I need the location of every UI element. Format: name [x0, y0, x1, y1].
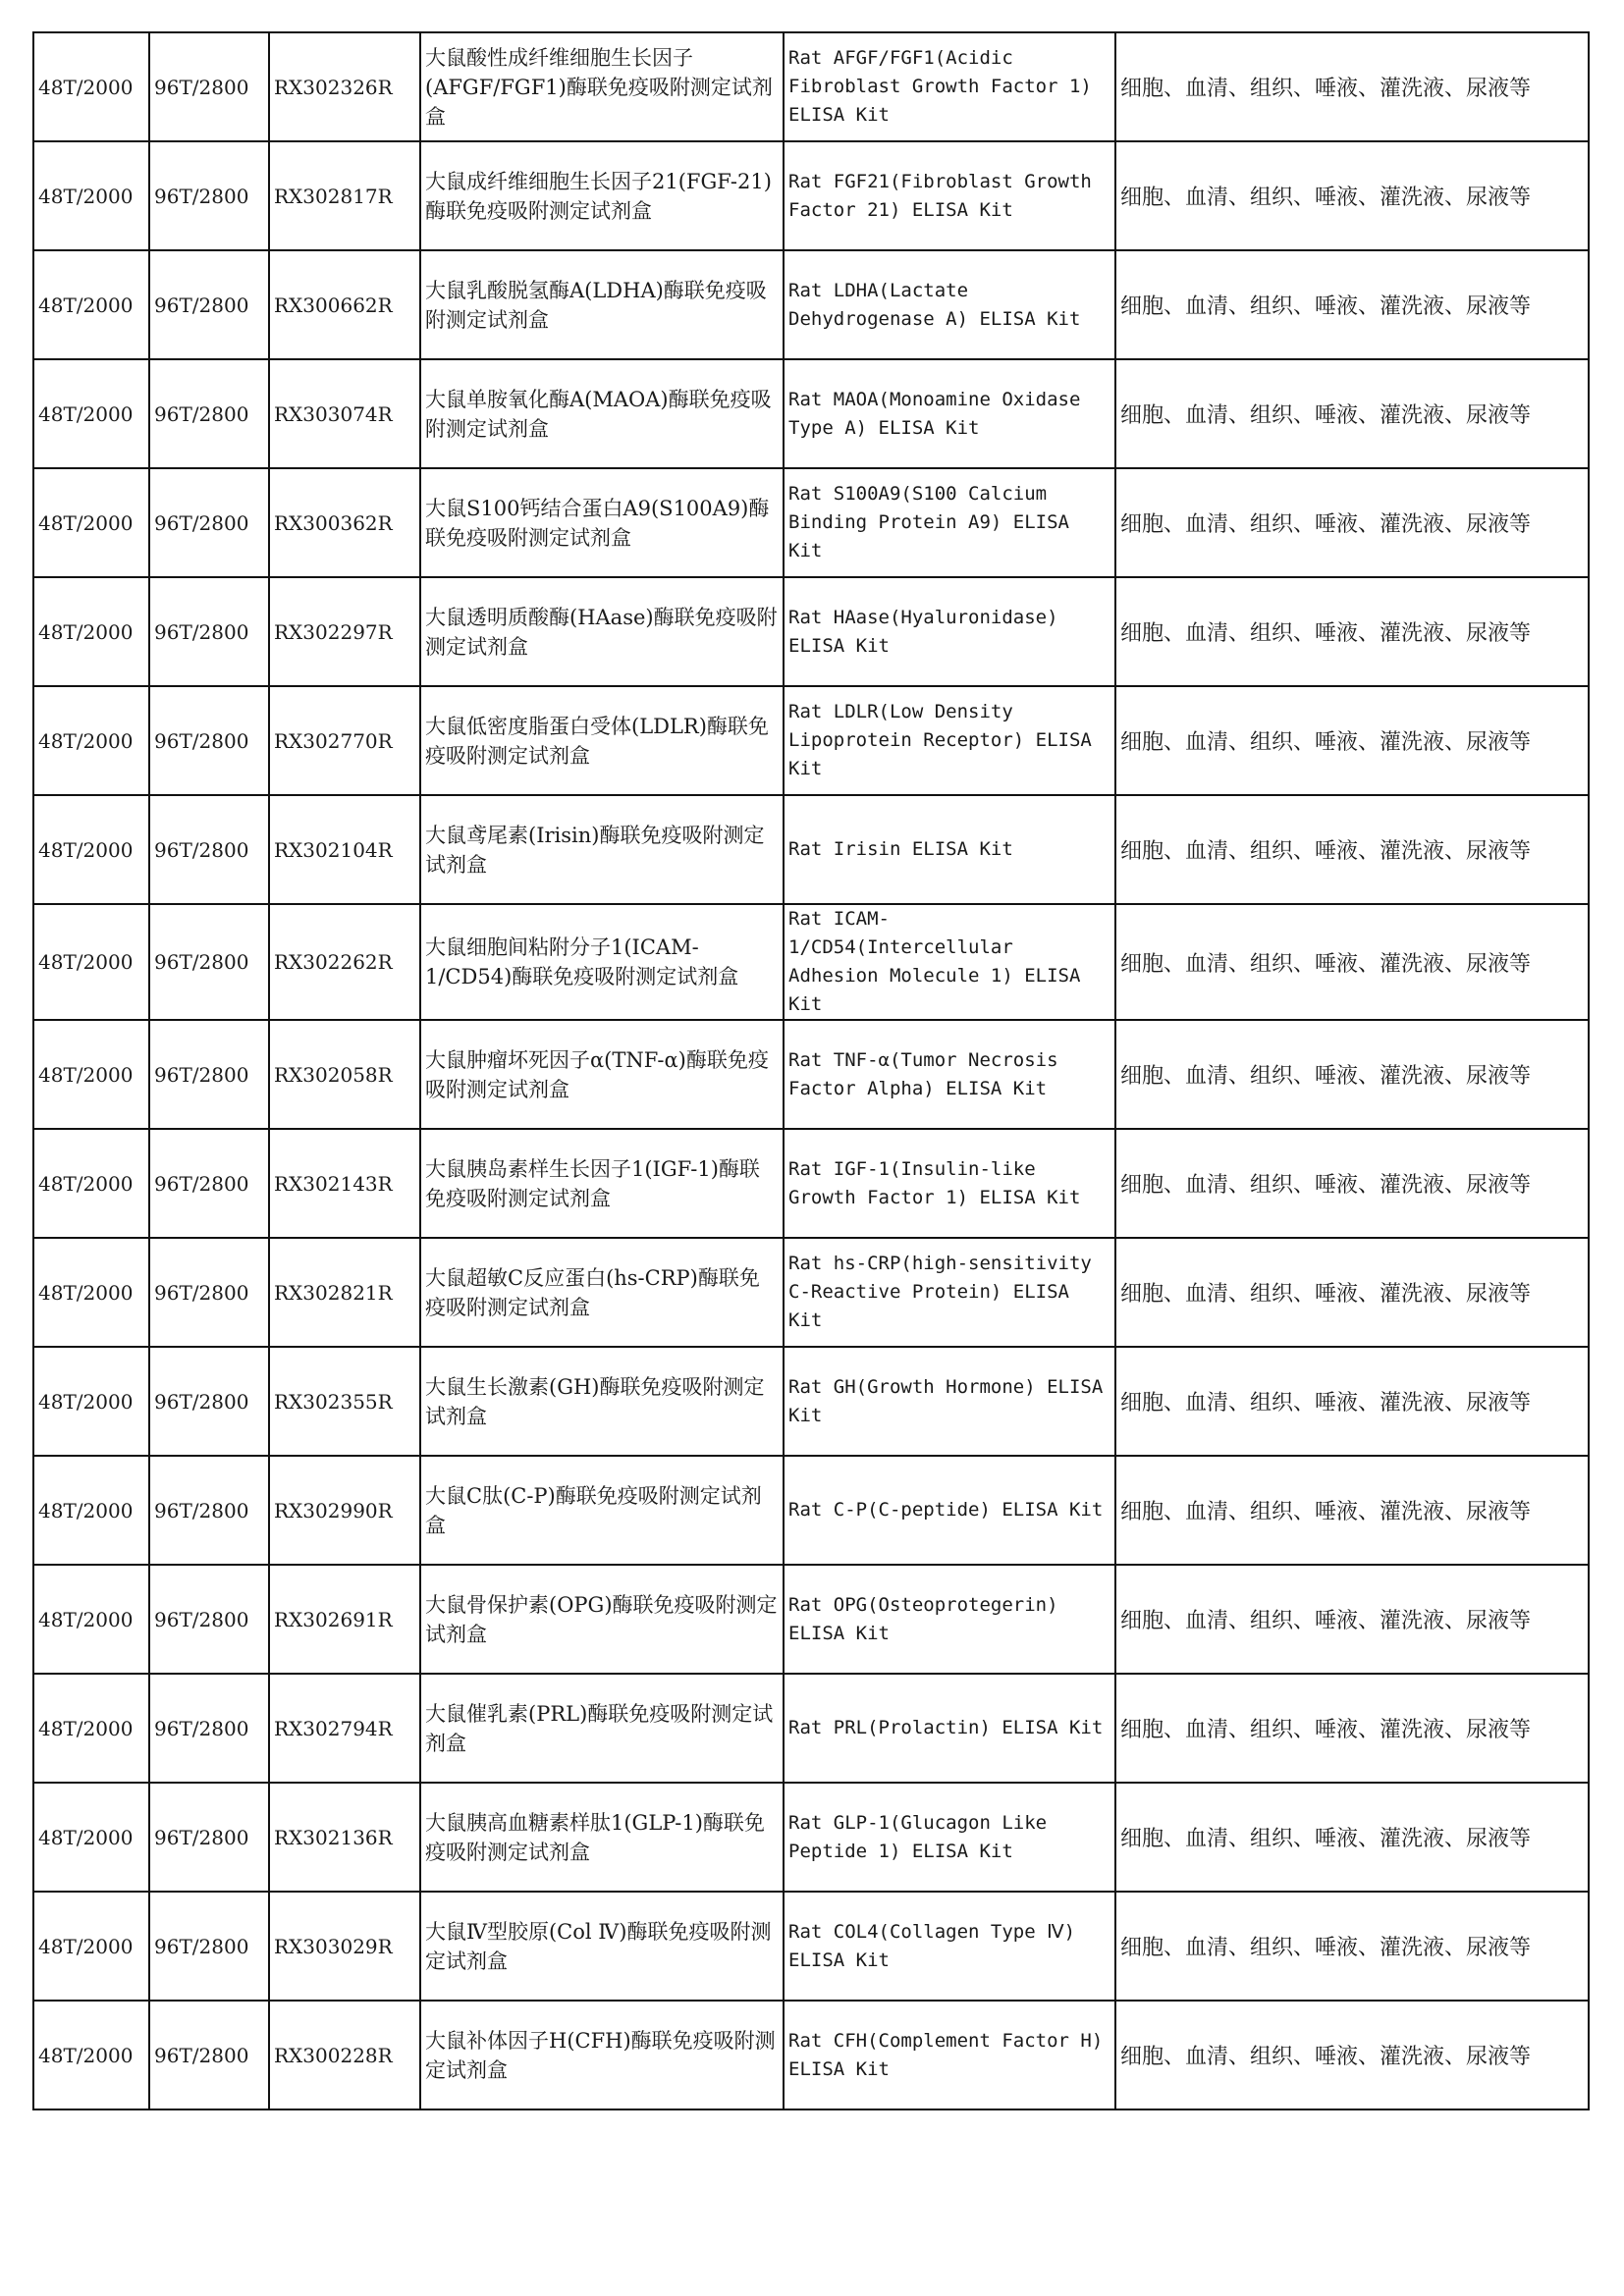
sample-type-cell: 细胞、血清、组织、唾液、灌洗液、尿液等	[1115, 1347, 1589, 1456]
spec-96-cell: 96T/2800	[149, 904, 269, 1020]
english-name-cell: Rat IGF-1(Insulin-like Growth Factor 1) ELISA Kit	[784, 1129, 1115, 1238]
spec-96-cell: 96T/2800	[149, 468, 269, 577]
english-name-cell: Rat C-P(C-peptide) ELISA Kit	[784, 1456, 1115, 1565]
catalog-number-cell: RX303029R	[269, 1892, 420, 2001]
chinese-name-cell: 大鼠肿瘤坏死因子α(TNF-α)酶联免疫吸附测定试剂盒	[420, 1020, 784, 1129]
spec-96-cell: 96T/2800	[149, 2001, 269, 2109]
spec-48-cell: 48T/2000	[33, 32, 149, 141]
spec-96-cell: 96T/2800	[149, 359, 269, 468]
table-row	[33, 1456, 1589, 1565]
spec-48-cell: 48T/2000	[33, 1456, 149, 1565]
spec-96-cell: 96T/2800	[149, 1456, 269, 1565]
catalog-number-cell: RX302794R	[269, 1674, 420, 1783]
spec-48-cell: 48T/2000	[33, 468, 149, 577]
catalog-number-cell: RX302990R	[269, 1456, 420, 1565]
catalog-number-cell: RX302297R	[269, 577, 420, 686]
catalog-number-cell: RX302355R	[269, 1347, 420, 1456]
chinese-name-cell: 大鼠低密度脂蛋白受体(LDLR)酶联免疫吸附测定试剂盒	[420, 686, 784, 795]
chinese-name-cell: 大鼠成纤维细胞生长因子21(FGF-21)酶联免疫吸附测定试剂盒	[420, 141, 784, 250]
table-row	[33, 1892, 1589, 2001]
spec-96-cell: 96T/2800	[149, 32, 269, 141]
sample-type-cell: 细胞、血清、组织、唾液、灌洗液、尿液等	[1115, 1783, 1589, 1892]
sample-type-cell: 细胞、血清、组织、唾液、灌洗液、尿液等	[1115, 2001, 1589, 2109]
english-name-cell: Rat ICAM-1/CD54(Intercellular Adhesion Molecule 1) ELISA Kit	[784, 904, 1115, 1020]
catalog-number-cell: RX303074R	[269, 359, 420, 468]
chinese-name-cell: 大鼠细胞间粘附分子1(ICAM-1/CD54)酶联免疫吸附测定试剂盒	[420, 904, 784, 1020]
english-name-cell: Rat hs-CRP(high-sensitivity C-Reactive Protein) ELISA Kit	[784, 1238, 1115, 1347]
english-name-cell: Rat COL4(Collagen Type Ⅳ) ELISA Kit	[784, 1892, 1115, 2001]
chinese-name-cell: 大鼠鸢尾素(Irisin)酶联免疫吸附测定试剂盒	[420, 795, 784, 904]
table-row	[33, 1347, 1589, 1456]
chinese-name-cell: 大鼠S100钙结合蛋白A9(S100A9)酶联免疫吸附测定试剂盒	[420, 468, 784, 577]
catalog-number-cell: RX302821R	[269, 1238, 420, 1347]
spec-96-cell: 96T/2800	[149, 1129, 269, 1238]
chinese-name-cell: 大鼠酸性成纤维细胞生长因子(AFGF/FGF1)酶联免疫吸附测定试剂盒	[420, 32, 784, 141]
catalog-number-cell: RX302136R	[269, 1783, 420, 1892]
spec-96-cell: 96T/2800	[149, 1674, 269, 1783]
spec-48-cell: 48T/2000	[33, 1238, 149, 1347]
spec-48-cell: 48T/2000	[33, 1783, 149, 1892]
spec-48-cell: 48T/2000	[33, 359, 149, 468]
spec-48-cell: 48T/2000	[33, 795, 149, 904]
spec-48-cell: 48T/2000	[33, 141, 149, 250]
catalog-number-cell: RX300362R	[269, 468, 420, 577]
spec-48-cell: 48T/2000	[33, 577, 149, 686]
sample-type-cell: 细胞、血清、组织、唾液、灌洗液、尿液等	[1115, 250, 1589, 359]
table-row	[33, 904, 1589, 1020]
chinese-name-cell: 大鼠Ⅳ型胶原(Col Ⅳ)酶联免疫吸附测定试剂盒	[420, 1892, 784, 2001]
catalog-number-cell: RX302104R	[269, 795, 420, 904]
spec-96-cell: 96T/2800	[149, 1020, 269, 1129]
english-name-cell: Rat FGF21(Fibroblast Growth Factor 21) ELISA Kit	[784, 141, 1115, 250]
spec-48-cell: 48T/2000	[33, 1892, 149, 2001]
spec-96-cell: 96T/2800	[149, 686, 269, 795]
table-body	[33, 32, 1589, 2109]
table-row	[33, 32, 1589, 141]
spec-96-cell: 96T/2800	[149, 1565, 269, 1674]
table-row	[33, 250, 1589, 359]
english-name-cell: Rat LDHA(Lactate Dehydrogenase A) ELISA Kit	[784, 250, 1115, 359]
table-row	[33, 1565, 1589, 1674]
catalog-number-cell: RX302817R	[269, 141, 420, 250]
spec-48-cell: 48T/2000	[33, 250, 149, 359]
spec-96-cell: 96T/2800	[149, 1347, 269, 1456]
sample-type-cell: 细胞、血清、组织、唾液、灌洗液、尿液等	[1115, 1674, 1589, 1783]
sample-type-cell: 细胞、血清、组织、唾液、灌洗液、尿液等	[1115, 904, 1589, 1020]
table-row	[33, 1020, 1589, 1129]
sample-type-cell: 细胞、血清、组织、唾液、灌洗液、尿液等	[1115, 1020, 1589, 1129]
english-name-cell: Rat TNF-α(Tumor Necrosis Factor Alpha) ELISA Kit	[784, 1020, 1115, 1129]
sample-type-cell: 细胞、血清、组织、唾液、灌洗液、尿液等	[1115, 1456, 1589, 1565]
chinese-name-cell: 大鼠胰岛素样生长因子1(IGF-1)酶联免疫吸附测定试剂盒	[420, 1129, 784, 1238]
sample-type-cell: 细胞、血清、组织、唾液、灌洗液、尿液等	[1115, 359, 1589, 468]
spec-48-cell: 48T/2000	[33, 2001, 149, 2109]
english-name-cell: Rat S100A9(S100 Calcium Binding Protein A9) ELISA Kit	[784, 468, 1115, 577]
spec-96-cell: 96T/2800	[149, 577, 269, 686]
chinese-name-cell: 大鼠胰高血糖素样肽1(GLP-1)酶联免疫吸附测定试剂盒	[420, 1783, 784, 1892]
spec-96-cell: 96T/2800	[149, 1783, 269, 1892]
spec-96-cell: 96T/2800	[149, 795, 269, 904]
spec-48-cell: 48T/2000	[33, 1129, 149, 1238]
chinese-name-cell: 大鼠C肽(C-P)酶联免疫吸附测定试剂盒	[420, 1456, 784, 1565]
spec-48-cell: 48T/2000	[33, 1347, 149, 1456]
chinese-name-cell: 大鼠催乳素(PRL)酶联免疫吸附测定试剂盒	[420, 1674, 784, 1783]
elisa-kit-table	[32, 31, 1590, 2110]
catalog-number-cell: RX302326R	[269, 32, 420, 141]
chinese-name-cell: 大鼠补体因子H(CFH)酶联免疫吸附测定试剂盒	[420, 2001, 784, 2109]
catalog-number-cell: RX300228R	[269, 2001, 420, 2109]
english-name-cell: Rat HAase(Hyaluronidase) ELISA Kit	[784, 577, 1115, 686]
catalog-number-cell: RX302262R	[269, 904, 420, 1020]
sample-type-cell: 细胞、血清、组织、唾液、灌洗液、尿液等	[1115, 32, 1589, 141]
sample-type-cell: 细胞、血清、组织、唾液、灌洗液、尿液等	[1115, 795, 1589, 904]
spec-48-cell: 48T/2000	[33, 1020, 149, 1129]
english-name-cell: Rat Irisin ELISA Kit	[784, 795, 1115, 904]
chinese-name-cell: 大鼠乳酸脱氢酶A(LDHA)酶联免疫吸附测定试剂盒	[420, 250, 784, 359]
sample-type-cell: 细胞、血清、组织、唾液、灌洗液、尿液等	[1115, 468, 1589, 577]
english-name-cell: Rat GLP-1(Glucagon Like Peptide 1) ELISA Kit	[784, 1783, 1115, 1892]
english-name-cell: Rat MAOA(Monoamine Oxidase Type A) ELISA Kit	[784, 359, 1115, 468]
catalog-number-cell: RX302770R	[269, 686, 420, 795]
chinese-name-cell: 大鼠单胺氧化酶A(MAOA)酶联免疫吸附测定试剂盒	[420, 359, 784, 468]
sample-type-cell: 细胞、血清、组织、唾液、灌洗液、尿液等	[1115, 577, 1589, 686]
sample-type-cell: 细胞、血清、组织、唾液、灌洗液、尿液等	[1115, 1238, 1589, 1347]
english-name-cell: Rat CFH(Complement Factor H) ELISA Kit	[784, 2001, 1115, 2109]
table-row	[33, 1129, 1589, 1238]
spec-96-cell: 96T/2800	[149, 1238, 269, 1347]
spec-48-cell: 48T/2000	[33, 904, 149, 1020]
sample-type-cell: 细胞、血清、组织、唾液、灌洗液、尿液等	[1115, 1129, 1589, 1238]
chinese-name-cell: 大鼠生长激素(GH)酶联免疫吸附测定试剂盒	[420, 1347, 784, 1456]
catalog-number-cell: RX300662R	[269, 250, 420, 359]
english-name-cell: Rat OPG(Osteoprotegerin) ELISA Kit	[784, 1565, 1115, 1674]
spec-96-cell: 96T/2800	[149, 141, 269, 250]
english-name-cell: Rat GH(Growth Hormone) ELISA Kit	[784, 1347, 1115, 1456]
chinese-name-cell: 大鼠骨保护素(OPG)酶联免疫吸附测定试剂盒	[420, 1565, 784, 1674]
table-row	[33, 1238, 1589, 1347]
spec-96-cell: 96T/2800	[149, 1892, 269, 2001]
sample-type-cell: 细胞、血清、组织、唾液、灌洗液、尿液等	[1115, 1565, 1589, 1674]
chinese-name-cell: 大鼠超敏C反应蛋白(hs-CRP)酶联免疫吸附测定试剂盒	[420, 1238, 784, 1347]
table-row	[33, 141, 1589, 250]
catalog-number-cell: RX302691R	[269, 1565, 420, 1674]
table-row	[33, 795, 1589, 904]
table-row	[33, 1783, 1589, 1892]
table-row	[33, 686, 1589, 795]
catalog-number-cell: RX302058R	[269, 1020, 420, 1129]
table-row	[33, 468, 1589, 577]
spec-48-cell: 48T/2000	[33, 686, 149, 795]
sample-type-cell: 细胞、血清、组织、唾液、灌洗液、尿液等	[1115, 141, 1589, 250]
sample-type-cell: 细胞、血清、组织、唾液、灌洗液、尿液等	[1115, 686, 1589, 795]
english-name-cell: Rat AFGF/FGF1(Acidic Fibroblast Growth Factor 1) ELISA Kit	[784, 32, 1115, 141]
spec-48-cell: 48T/2000	[33, 1565, 149, 1674]
english-name-cell: Rat PRL(Prolactin) ELISA Kit	[784, 1674, 1115, 1783]
english-name-cell: Rat LDLR(Low Density Lipoprotein Receptor) ELISA Kit	[784, 686, 1115, 795]
table-row	[33, 359, 1589, 468]
spec-48-cell: 48T/2000	[33, 1674, 149, 1783]
table-row	[33, 1674, 1589, 1783]
table-row	[33, 577, 1589, 686]
chinese-name-cell: 大鼠透明质酸酶(HAase)酶联免疫吸附测定试剂盒	[420, 577, 784, 686]
catalog-number-cell: RX302143R	[269, 1129, 420, 1238]
table-row	[33, 2001, 1589, 2109]
spec-96-cell: 96T/2800	[149, 250, 269, 359]
sample-type-cell: 细胞、血清、组织、唾液、灌洗液、尿液等	[1115, 1892, 1589, 2001]
